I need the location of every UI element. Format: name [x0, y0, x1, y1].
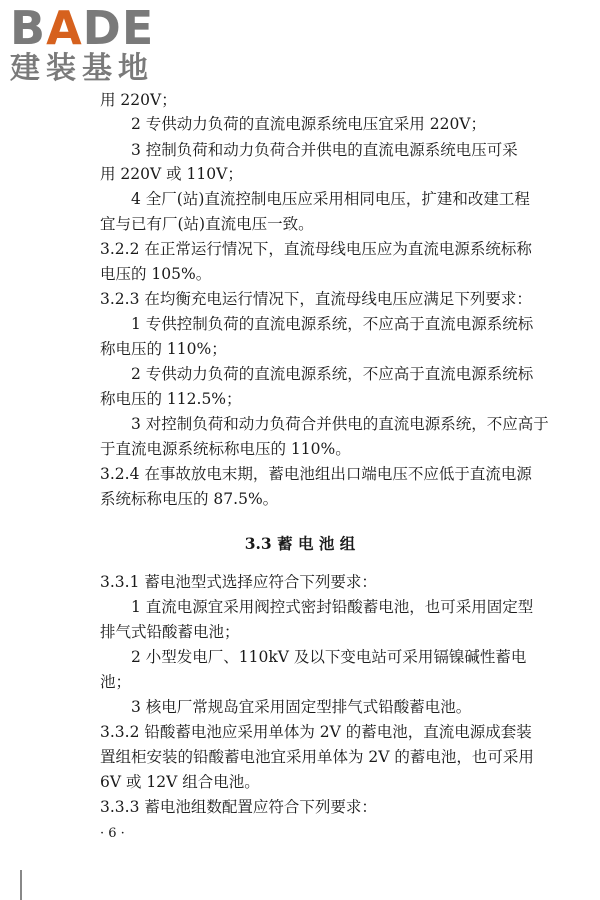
logo-wordmark: BADE [10, 1, 155, 55]
text-line: 3 核电厂常规岛宜采用固定型排气式铅酸蓄电池。 [131, 698, 472, 716]
text-line: 称电压的 110%； [100, 340, 227, 358]
text-line: 1 直流电源宜采用阀控式密封铅酸蓄电池，也可采用固定型 [131, 598, 534, 616]
text-line: 宜与已有厂(站)直流电压一致。 [100, 215, 314, 233]
scan-artifact [20, 870, 22, 900]
text-line: 用 220V 或 110V； [100, 165, 243, 183]
clause-3-3-2: 3.3.2 铅酸蓄电池应采用单体为 2V 的蓄电池，直流电源成套装 [100, 723, 532, 741]
text-line: 4 全厂(站)直流控制电压应采用相同电压，扩建和改建工程 [131, 190, 530, 208]
text-line: 3 控制负荷和动力负荷合并供电的直流电源系统电压可采 [131, 141, 518, 159]
text-line: 池； [100, 673, 132, 691]
section-heading: 3.3 蓄 电 池 组 [244, 534, 356, 553]
text-line: 6V 或 12V 组合电池。 [100, 773, 260, 791]
logo-subtitle: 建装基地 [10, 51, 154, 86]
clause-3-3-1: 3.3.1 蓄电池型式选择应符合下列要求： [100, 573, 377, 591]
clause-3-2-2: 3.2.2 在正常运行情况下，直流母线电压应为直流电源系统标称 [100, 240, 532, 258]
clause-3-2-4: 3.2.4 在事故放电末期，蓄电池组出口端电压不应低于直流电源 [100, 465, 532, 483]
text-line: 称电压的 112.5%； [100, 390, 242, 408]
page-number: · 6 · [100, 826, 125, 841]
text-line: 排气式铅酸蓄电池； [100, 623, 240, 641]
text-line: 3 对控制负荷和动力负荷合并供电的直流电源系统，不应高于 [131, 415, 549, 433]
text-line: 电压的 105%。 [100, 265, 212, 283]
text-line: 置组柜安装的铅酸蓄电池宜采用单体为 2V 的蓄电池，也可采用 [100, 748, 534, 766]
text-line: 系统标称电压的 87.5%。 [100, 490, 279, 508]
text-line: 2 专供动力负荷的直流电源系统，不应高于直流电源系统标 [131, 365, 534, 383]
text-line: 于直流电源系统标称电压的 110%。 [100, 440, 351, 458]
text-line: 2 小型发电厂、110kV 及以下变电站可采用镉镍碱性蓄电 [131, 648, 527, 666]
text-line: 2 专供动力负荷的直流电源系统电压宜采用 220V； [131, 115, 486, 133]
text-line: 1 专供控制负荷的直流电源系统，不应高于直流电源系统标 [131, 315, 534, 333]
clause-3-3-3: 3.3.3 蓄电池组数配置应符合下列要求： [100, 798, 377, 816]
text-line: 用 220V； [100, 91, 177, 109]
clause-3-2-3: 3.2.3 在均衡充电运行情况下，直流母线电压应满足下列要求： [100, 290, 532, 308]
